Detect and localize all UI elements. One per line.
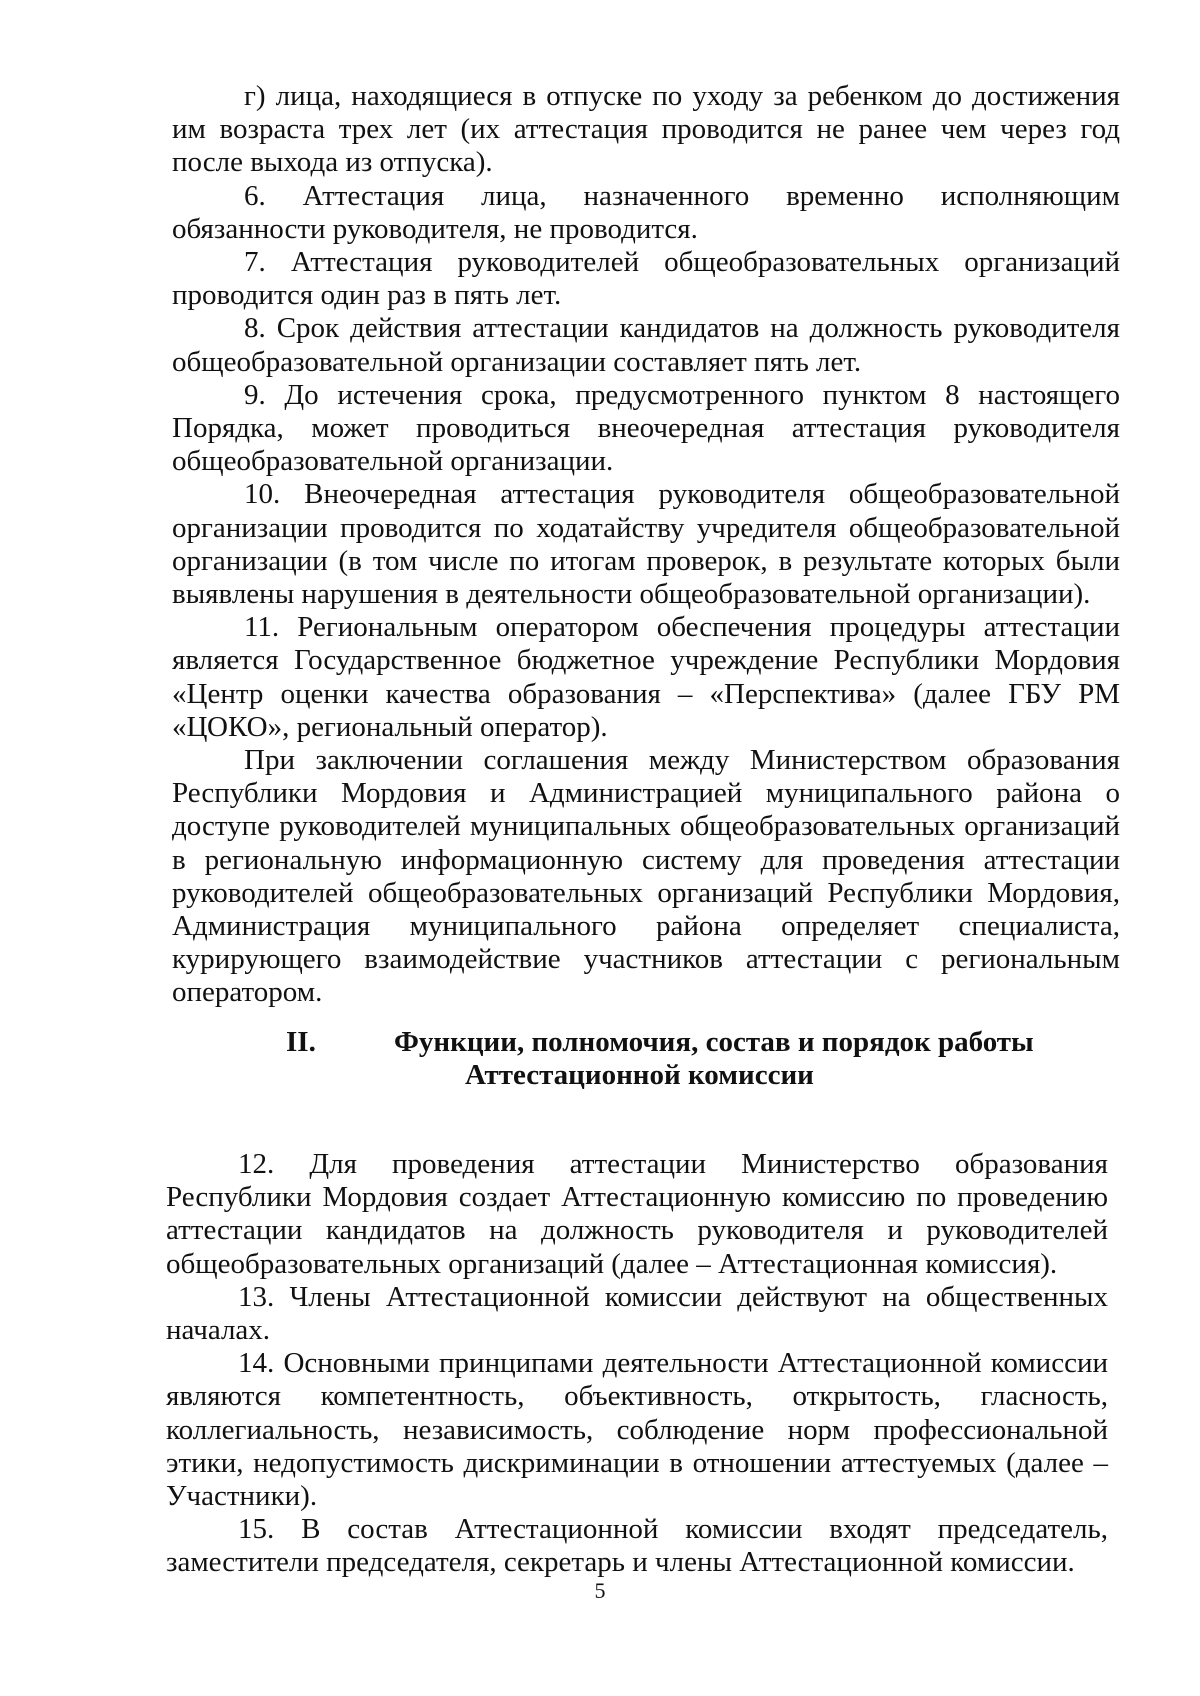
section-number: II. (286, 1026, 316, 1058)
page-number: 5 (594, 1578, 606, 1603)
paragraph-13: 13. Члены Аттестационной комиссии действуют на общественных началах. (166, 1280, 1108, 1347)
paragraph-11: 11. Региональным оператором обеспечения процедуры аттестации является Государственное бюджетное учреждение Республики Мордовия «Центр оценки качества образования – «Перспектива» (далее ГБУ РМ «ЦОКО», региональный оператор). (172, 611, 1120, 743)
paragraph-item-g: г) лица, находящиеся в отпуске по уходу за ребенком до достижения им возраста трех лет (их аттестация проводится не ранее чем через год после выхода из отпуска). (172, 80, 1120, 179)
paragraph-9: 9. До истечения срока, предусмотренного пунктом 8 настоящего Порядка, может проводиться внеочередная аттестация руководителя общеобразовательной организации. (172, 378, 1120, 478)
paragraph-10: 10. Внеочередная аттестация руководителя общеобразовательной организации проводится по ходатайству учредителя общеобразовательной организации (в том числе по итогам проверок, в результате которых были выявлены нарушения в деятельности общеобразовательной организации). (172, 478, 1120, 611)
paragraph-15: 15. В состав Аттестационной комиссии входят председатель, заместители председателя, секретарь и члены Аттестационной комиссии. (166, 1513, 1108, 1579)
paragraph-7: 7. Аттестация руководителей общеобразовательных организаций проводится один раз в пять лет. (172, 246, 1120, 312)
paragraph-6: 6. Аттестация лица, назначенного временно исполняющим обязанности руководителя, не проводится. (172, 179, 1120, 245)
paragraph-8: 8. Срок действия аттестации кандидатов на должность руководителя общеобразовательной организации составляет пять лет. (172, 312, 1120, 378)
section-heading (172, 1026, 1120, 1106)
section-title-line-2: Аттестационной комиссии (465, 1059, 814, 1091)
paragraphs-top (172, 80, 1120, 1010)
paragraphs-bottom (166, 1148, 1108, 1580)
paragraph-12: 12. Для проведения аттестации Министерство образования Республики Мордовия создает Аттестационную комиссию по проведению аттестации кандидатов на должность руководителя и руководителей общеобразовательных организаций (далее – Аттестационная комиссия). (166, 1148, 1108, 1280)
paragraph-11-continued: При заключении соглашения между Министерством образования Республики Мордовия и Администрацией муниципального района о доступе руководителей муниципальных общеобразовательных организаций в региональную информационную систему для проведения аттестации руководителей общеобразовательных организаций Республики Мордовия, Администрация муниципального района определяет специалиста, курирующего взаимодействие участников аттестации с региональным оператором. (172, 744, 1120, 1009)
section-title-line-1: Функции, полномочия, состав и порядок работы (394, 1026, 1034, 1058)
paragraph-14: 14. Основными принципами деятельности Аттестационной комиссии являются компетентность, объективность, открытость, гласность, коллегиальность, независимость, соблюдение норм профессиональной этики, недопустимость дискриминации в отношении аттестуемых (далее – Участники). (166, 1347, 1108, 1513)
